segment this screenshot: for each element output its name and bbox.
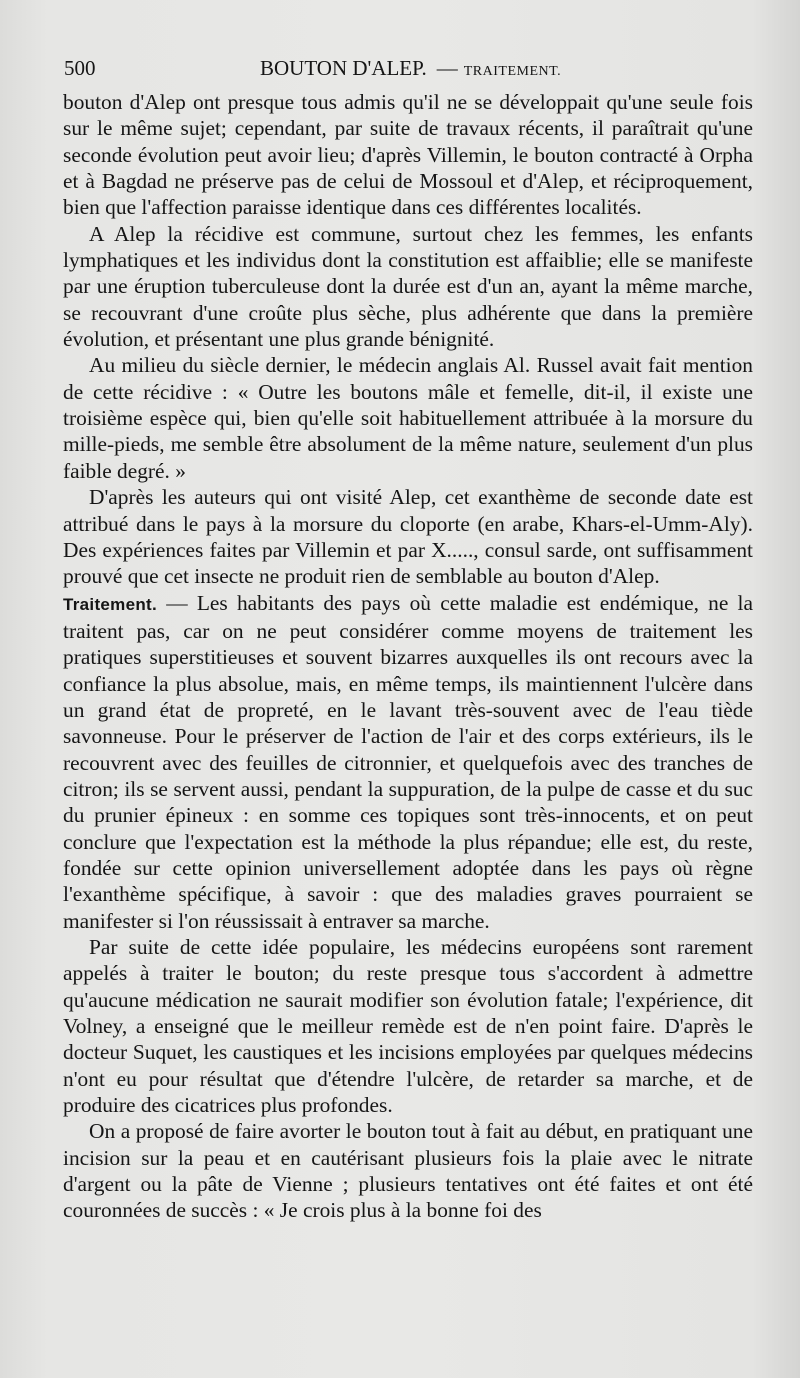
body-text	[63, 89, 753, 1224]
running-title	[260, 56, 561, 81]
paragraph-avorter: On a proposé de faire avorter le bouton tout à fait au début, en pratiquant une incision sur la peau et en cautérisant plusieurs fois la plaie avec le nitrate d'argent ou la pâte de Vienne ; plusieurs tentatives ont été faites et ont été couronnées de succès : « Je crois plus à la bonne foi des	[63, 1119, 753, 1223]
page-number: 500	[64, 56, 96, 80]
section-title: TRAITEMENT.	[463, 64, 562, 79]
paragraph-continuation: bouton d'Alep ont presque tous admis qu'il ne se développait qu'une seule fois sur le même sujet; cependant, par suite de travaux récents, il paraîtrait qu'une seconde évolution peut avoir lieu; d'après Villemin, le bouton contracté à Orpha et à Bagdad ne préserve pas de celui de Mossoul et d'Alep, et réciproquement, bien que l'affection paraisse identique dans ces différentes localités.	[63, 90, 753, 220]
traitement-heading: Traitement.	[63, 594, 157, 614]
page-header	[64, 56, 754, 86]
paragraph-cloporte: D'après les auteurs qui ont visité Alep, cet exanthème de seconde date est attribué dans le pays à la morsure du cloporte (en arabe, Khars-el-Umm-Aly). Des expériences faites par Villemin et par X....., consul sarde, ont suffisamment prouvé que cet insecte ne produit rien de semblable au bouton d'Alep.	[63, 485, 753, 589]
paragraph-medecins: Par suite de cette idée populaire, les médecins européens sont rarement appelés à traiter le bouton; du reste presque tous s'accordent à admettre qu'aucune médication ne saurait modifier son évolution fatale; l'expérience, dit Volney, a enseigné que le meilleur remède est de n'en point faire. D'après le docteur Suquet, les caustiques et les incisions employées par quelques médecins n'ont eu pour résultat que d'étendre l'ulcère, de retarder sa marche, et de produire des cicatrices plus profondes.	[63, 935, 753, 1118]
traitement-text: — Les habitants des pays où cette maladie est endémique, ne la traitent pas, car on ne peut considérer comme moyens de traitement les pratiques superstitieuses et souvent bizarres auxquelles ils ont recours avec la confiance la plus absolue, mais, en même temps, ils maintiennent l'ulcère dans un grand état de propreté, en le lavant très-souvent avec de l'eau tiède savonneuse. Pour le préserver de l'action de l'air et des corps extérieurs, ils le recouvrent avec des feuilles de citronnier, et quelquefois avec des tranches de citron; ils se servent aussi, pendant la suppuration, de la pulpe de casse et du suc du prunier épineux : en somme ces topiques sont très-innocents, et on peut conclure que l'expectation est la méthode la plus répandue; elle est, du reste, fondée sur cette opinion universellement adoptée dans les pays où règne l'exanthème spécifique, à savoir : que des maladies graves pourraient se manifester si l'on réussissait à entraver sa marche.	[63, 590, 753, 933]
paragraph-traitement	[63, 590, 753, 934]
paragraph-russel: Au milieu du siècle dernier, le médecin anglais Al. Russel avait fait mention de cette récidive : « Outre les boutons mâle et femelle, dit-il, il existe une troisième espèce qui, bien qu'elle soit habituellement attribuée à la morsure du mille-pieds, me semble être absolument de la même nature, seulement d'un plus faible degré. »	[63, 353, 753, 483]
running-title-separator: —	[436, 56, 458, 80]
paragraph-recidive: A Alep la récidive est commune, surtout chez les femmes, les enfants lymphatiques et les individus dont la constitution est affaiblie; elle se manifeste par une éruption tuberculeuse dont la durée est d'un an, ayant la même marche, se recouvrant d'une croûte plus sèche, plus adhérente que dans la première évolution, et présentant une plus grande bénignité.	[63, 221, 753, 352]
running-title-text: BOUTON D'ALEP.	[260, 56, 427, 80]
